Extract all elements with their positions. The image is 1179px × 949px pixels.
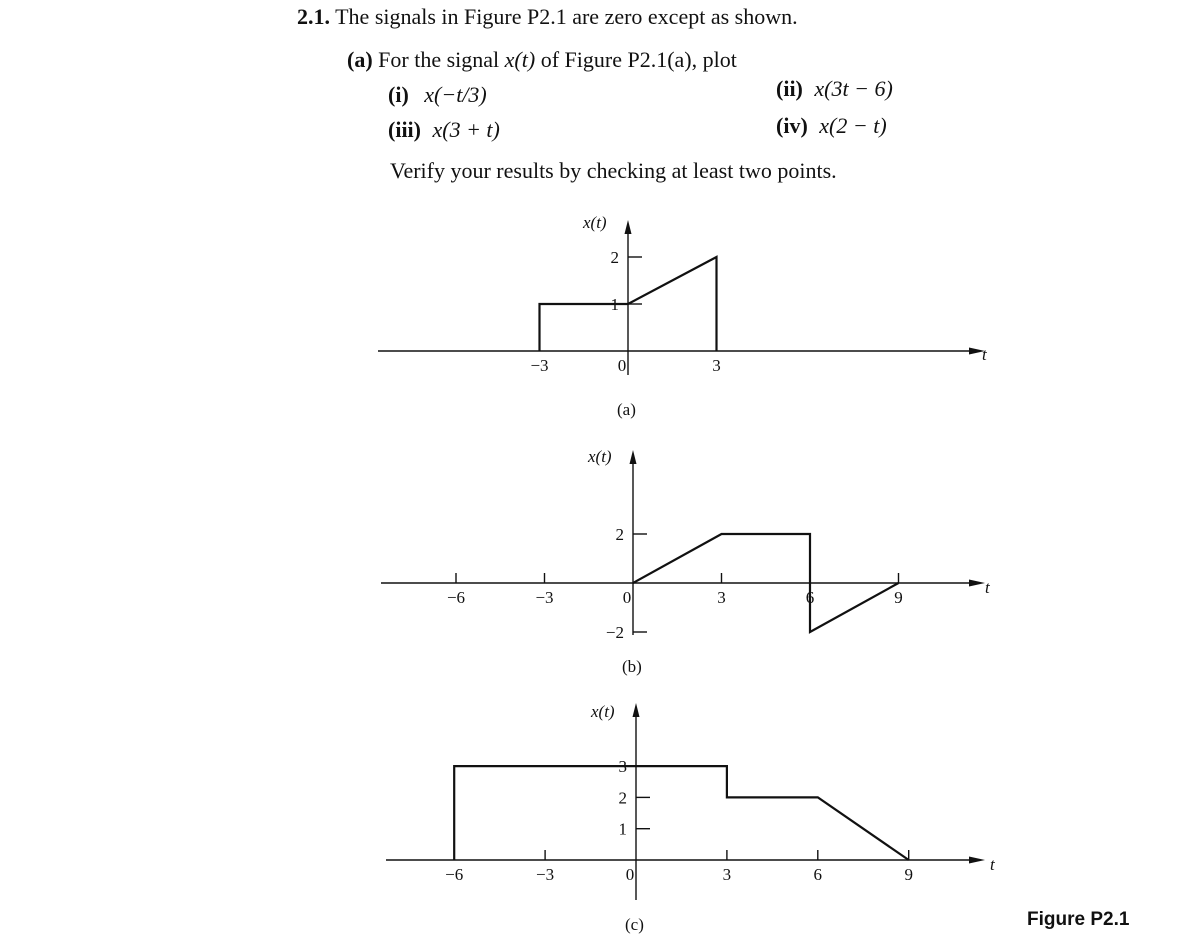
- x-tick-label: 3: [717, 588, 726, 607]
- y-axis-label: x(t): [588, 447, 612, 466]
- x-axis-label: t: [985, 578, 990, 597]
- y-tick-label: 3: [618, 757, 627, 777]
- signal-line: [454, 766, 909, 860]
- item-iv-label: (iv): [776, 113, 808, 138]
- y-tick-label: 2: [610, 248, 619, 267]
- x-tick-label: 3: [722, 865, 732, 884]
- x-axis-label: t: [982, 345, 987, 364]
- panel-label: (b): [622, 657, 642, 676]
- panel-b: [381, 447, 991, 676]
- problem-statement: The signals in Figure P2.1 are zero except as shown.: [335, 4, 798, 29]
- item-iii-label: (iii): [388, 117, 421, 142]
- x-tick-label: 6: [813, 865, 823, 884]
- item-iii-expr: x(3 + t): [432, 117, 500, 142]
- y-axis-arrow: [633, 703, 640, 717]
- panel-label: (c): [625, 915, 644, 934]
- panel-label: (a): [617, 400, 636, 419]
- y-tick-label: −2: [605, 623, 624, 642]
- item-iv-expr: x(2 − t): [819, 113, 887, 138]
- x-tick-label: 0: [617, 356, 627, 375]
- figure-caption: Figure P2.1: [1027, 909, 1130, 930]
- y-axis-label: x(t): [591, 702, 615, 721]
- x-axis-arrow: [969, 580, 985, 587]
- part-a-label: (a): [347, 47, 373, 72]
- part-a-signal: x(t): [504, 47, 536, 72]
- x-tick-label: 0: [622, 588, 632, 607]
- x-tick-label: 9: [894, 588, 903, 607]
- panel-c: [386, 702, 996, 934]
- item-i-expr: x(−t/3): [424, 82, 487, 107]
- part-a-text-after: of Figure P2.1(a), plot: [535, 47, 737, 72]
- x-tick-label: −6: [446, 588, 466, 607]
- verify-text: Verify your results by checking at least two points.: [390, 158, 837, 183]
- x-tick-label: 0: [625, 865, 635, 884]
- problem-number: 2.1.: [297, 4, 330, 29]
- x-tick-label: −3: [530, 356, 549, 375]
- x-tick-label: −6: [445, 865, 464, 884]
- part-a-text-before: For the signal: [378, 47, 505, 72]
- x-tick-label: −3: [535, 588, 554, 607]
- y-axis-label: x(t): [583, 213, 607, 232]
- y-axis-arrow: [630, 450, 637, 464]
- x-axis-label: t: [990, 855, 995, 874]
- x-tick-label: 3: [712, 356, 721, 375]
- y-tick-label: 2: [618, 788, 627, 808]
- panel-a: [378, 213, 988, 419]
- item-ii-label: (ii): [776, 76, 803, 101]
- y-axis-arrow: [625, 220, 632, 234]
- item-i-label: (i): [388, 82, 409, 107]
- x-tick-label: 6: [805, 588, 815, 607]
- item-ii-expr: x(3t − 6): [814, 76, 893, 101]
- y-tick-label: 1: [610, 295, 619, 314]
- x-tick-label: −3: [536, 865, 555, 884]
- x-tick-label: 9: [904, 865, 913, 884]
- x-axis-arrow: [969, 857, 985, 864]
- y-tick-label: 1: [618, 819, 627, 839]
- y-tick-label: 2: [615, 525, 624, 544]
